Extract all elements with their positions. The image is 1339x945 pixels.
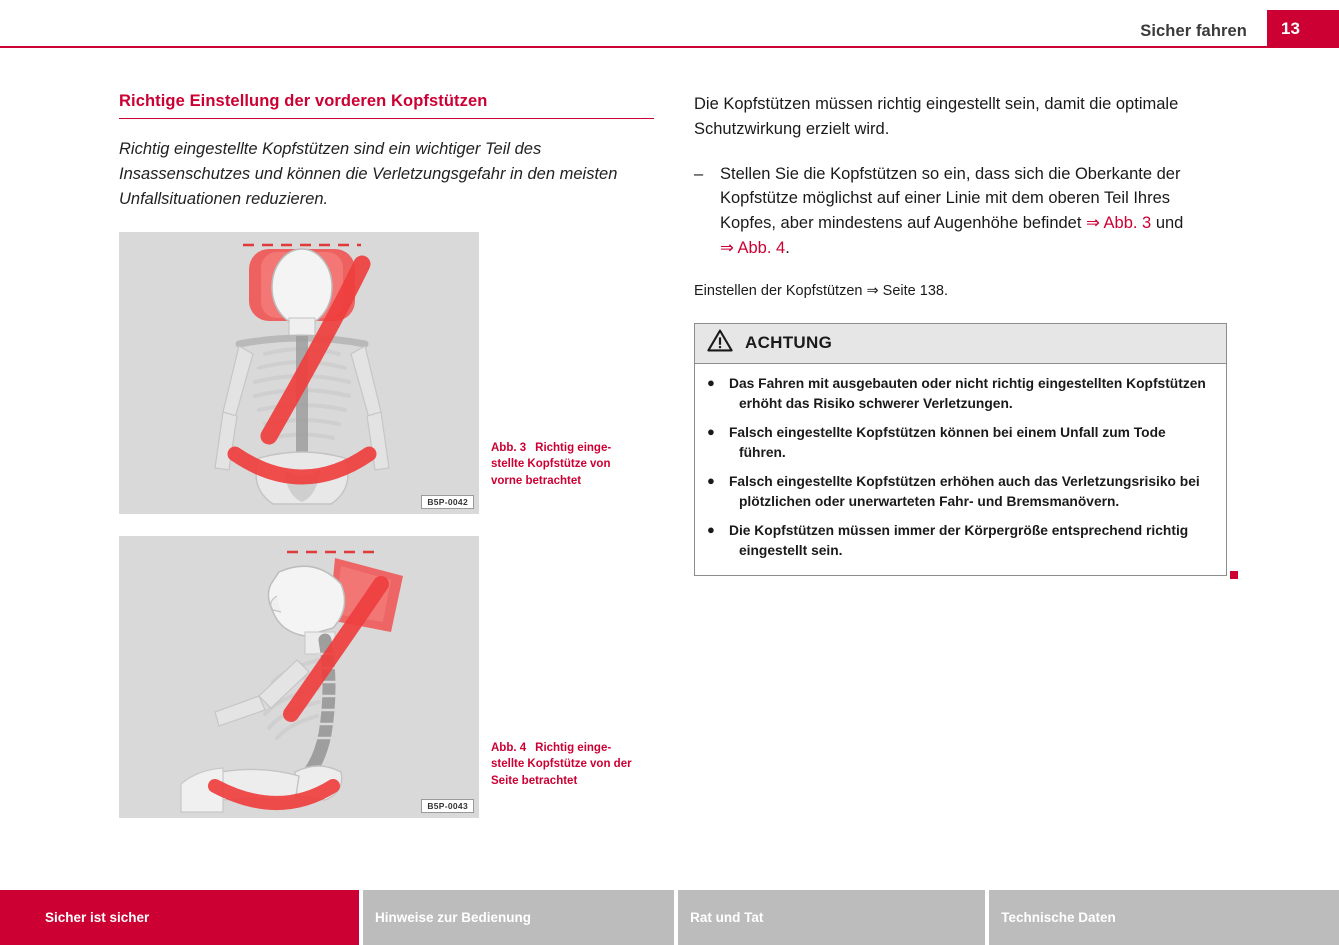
warning-item: [707, 423, 1212, 463]
instruction-text-part1: Stellen Sie die Kopfstützen so ein, dass sich die Oberkante der Kopfstütze möglichst auf einer Linie mit dem oberen Teil Ihres Kopfes, aber mindestens auf Augenhöhe befindet: [720, 164, 1181, 232]
instruction-text-part3: .: [785, 238, 790, 257]
dash-marker: –: [694, 164, 704, 183]
footer-tab-label: Technische Daten: [1001, 910, 1116, 925]
figure-3-caption-line2: stellte Kopfstütze von: [491, 458, 611, 471]
warning-item: [707, 521, 1212, 561]
figure-4-caption-line3: Seite betrachtet: [491, 774, 578, 787]
figure-4-caption: [491, 740, 656, 789]
footer-tabbar: [0, 890, 1339, 945]
footer-tab-label: Sicher ist sicher: [45, 910, 150, 925]
bullet-icon: ●: [707, 374, 715, 390]
footer-tab-label: Hinweise zur Bedienung: [374, 910, 531, 925]
header-divider: [0, 46, 1339, 48]
bullet-icon: ●: [707, 472, 715, 488]
warning-header: [695, 324, 1226, 364]
footer-tab-rat-und-tat[interactable]: [678, 890, 985, 945]
xref-abb-3[interactable]: ⇒ Abb. 3: [1086, 214, 1152, 232]
figure-3-caption-line1: Richtig einge-: [535, 442, 612, 454]
figure-4-code: B5P-0043: [421, 799, 474, 813]
warning-item: [707, 472, 1212, 512]
bullet-icon: ●: [707, 521, 715, 537]
figure-3-caption: [491, 440, 656, 489]
xref-abb-4[interactable]: ⇒ Abb. 4: [720, 238, 786, 257]
warning-item-text: Das Fahren mit ausgebauten oder nicht richtig eingestellten Kopfstützen erhöht das Risiko schwerer Verletzungen.: [729, 375, 1206, 411]
warning-item-text: Falsch eingestellte Kopfstützen erhöhen auch das Verletzungsrisiko bei plötzlichen oder unerwarteten Fahr- und Bremsmanövern.: [729, 473, 1200, 509]
figure-3-caption-line3: vorne betrachtet: [491, 474, 582, 487]
footer-tab-technische-daten[interactable]: [989, 890, 1339, 945]
figure-4-label: Abb. 4: [491, 742, 527, 754]
page-title: Sicher fahren: [1140, 22, 1247, 40]
footer-tab-hinweise-zur-bedienung[interactable]: [363, 890, 674, 945]
figure-abb-4: [119, 536, 479, 818]
section-heading: Richtige Einstellung der vorderen Kopfstützen: [119, 92, 654, 119]
instruction-text-part2: und: [1151, 214, 1184, 232]
cross-reference-line[interactable]: Einstellen der Kopfstützen ⇒ Seite 138.: [694, 282, 948, 299]
section-lead-text: Richtig eingestellte Kopfstützen sind ein wichtiger Teil des Insassenschutzes und können die Verletzungsgefahr in den meisten Unfallsituationen reduzieren.: [119, 140, 618, 209]
page-header: [0, 0, 1339, 48]
warning-item-text: Falsch eingestellte Kopfstützen können bei einem Unfall zum Tode führen.: [729, 424, 1166, 460]
figure-3-label: Abb. 3: [491, 442, 527, 454]
warning-triangle-icon: [707, 329, 733, 357]
right-column: [694, 92, 1227, 576]
end-of-section-marker: [1230, 571, 1238, 579]
warning-item: [707, 374, 1212, 414]
warning-item-text: Die Kopfstützen müssen immer der Körpergröße entsprechend richtig eingestellt sein.: [729, 522, 1189, 558]
intro-paragraph: Die Kopfstützen müssen richtig eingestellt sein, damit die optimale Schutzwirkung erzielt wird.: [694, 95, 1179, 138]
page-number: 13: [1267, 10, 1339, 48]
warning-body: [695, 364, 1226, 575]
figure-4-image: [119, 536, 479, 818]
figure-3-image: [119, 232, 479, 514]
figure-4-caption-line2: stellte Kopfstütze von der: [491, 758, 632, 771]
warning-box: [694, 323, 1227, 576]
footer-tab-label: Rat und Tat: [690, 910, 764, 925]
figure-4-caption-line1: Richtig einge-: [535, 742, 612, 754]
instruction-item: [694, 162, 1227, 261]
bullet-icon: ●: [707, 423, 715, 439]
figure-abb-3: [119, 232, 479, 514]
left-column: [119, 92, 654, 818]
figure-3-code: B5P-0042: [421, 495, 474, 509]
instruction-text: [720, 162, 1227, 261]
footer-tab-sicher-ist-sicher[interactable]: [0, 890, 359, 945]
warning-title: ACHTUNG: [745, 333, 833, 352]
